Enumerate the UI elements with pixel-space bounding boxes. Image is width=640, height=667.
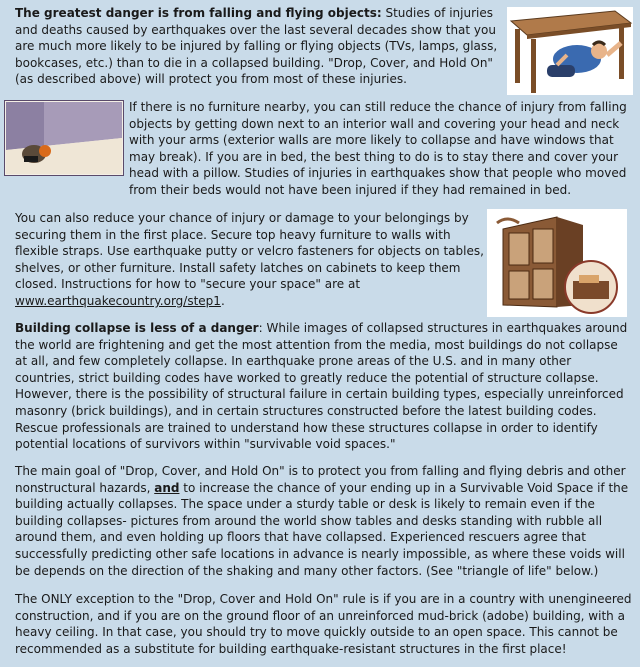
- text-building-collapse: : While images of collapsed structures in earthquakes around the world are frightening and get the most attention from the media, most buildings do not collapse at all, and few completely collapse. In earthquake prone areas of the U.S. and in many other countries, strict building codes have worked to greatly reduce the potential of structure collapse. However, there is the possibility of structural failure in certain building types, especially unreinforced masonry (brick buildings), and in certain structures constructed before the latest building codes. Rescue professionals are trained to understand how these structures collapse in order to identify potential locations of survivors within "survivable void spaces.": [15, 321, 628, 452]
- text-secure-belongings: You can also reduce your chance of injury or damage to your belongings by securing them in the first place. Secure top heavy furniture to walls with flexible straps. Use earthquake putty or velcro fasteners for objects on tables, shelves, or other furniture. Install safety latches on cabinets to keep them closed. Instructions for how to "secure your space" are at: [15, 211, 484, 292]
- person-by-wall-illustration: [4, 100, 124, 176]
- text-main-goal-before: The main goal of "Drop, Cover, and Hold On" is to protect you from falling and flying debris and other nonstructural hazards,: [15, 464, 626, 495]
- heading-falling-objects: The greatest danger is from falling and flying objects:: [15, 6, 382, 20]
- heading-building-collapse: Building collapse is less of a danger: [15, 321, 259, 335]
- person-under-table-illustration: [507, 7, 633, 95]
- paragraph-main-goal: [15, 463, 635, 579]
- secured-cabinet-illustration: [487, 209, 627, 317]
- text-main-goal-after: to increase the chance of your ending up in a Survivable Void Space if the building actually collapses. The space under a sturdy table or desk is likely to remain even if the building collapses- pictures from around the world show tables and desks standing with rubble all around them, and even holding up floors that have collapsed. Experienced rescuers agree that successfully predicting other safe locations in advance is nearly impossible, as where these voids will be depends on the direction of the shaking and many other factors. (See "triangle of life" below.): [15, 480, 629, 578]
- text-falling-objects: Studies of injuries and deaths caused by earthquakes over the last several decades show that you are much more likely to be injured by falling or flying objects (TVs, lamps, glass, bookcases, etc.) than to die in a collapsed building. "Drop, Cover, and Hold On" (as described above) will protect you from most of these injuries.: [15, 6, 498, 87]
- paragraph-no-furniture: If there is no furniture nearby, you can still reduce the chance of injury from falling objects by getting down next to an interior wall and covering your head and neck with your arms (exterior walls are more likely to collapse and have windows that may break). If you are in bed, the best thing to do is to stay there and cover your head with a pillow. Studies of injuries in earthquakes show that people who moved from their beds would not have been injured if they had remained in bed.: [129, 100, 627, 197]
- emphasis-and: and: [154, 480, 180, 495]
- paragraph-only-exception: The ONLY exception to the "Drop, Cover and Hold On" rule is if you are in a country with unengineered construction, and if you are on the ground floor of an unreinforced mud-brick (adobe) building, with a heavy ceiling. In that case, you should try to move quickly outside to an open space. This cannot be recommended as a substitute for building earthquake-resistant structures in the first place!: [15, 592, 632, 656]
- paragraph-building-collapse: [15, 320, 633, 453]
- paragraph-secure-belongings: [15, 210, 485, 310]
- earthquake-country-link[interactable]: www.earthquakecountry.org/step1: [15, 293, 221, 308]
- link-period: .: [220, 293, 225, 308]
- paragraph-falling-objects: [15, 5, 501, 88]
